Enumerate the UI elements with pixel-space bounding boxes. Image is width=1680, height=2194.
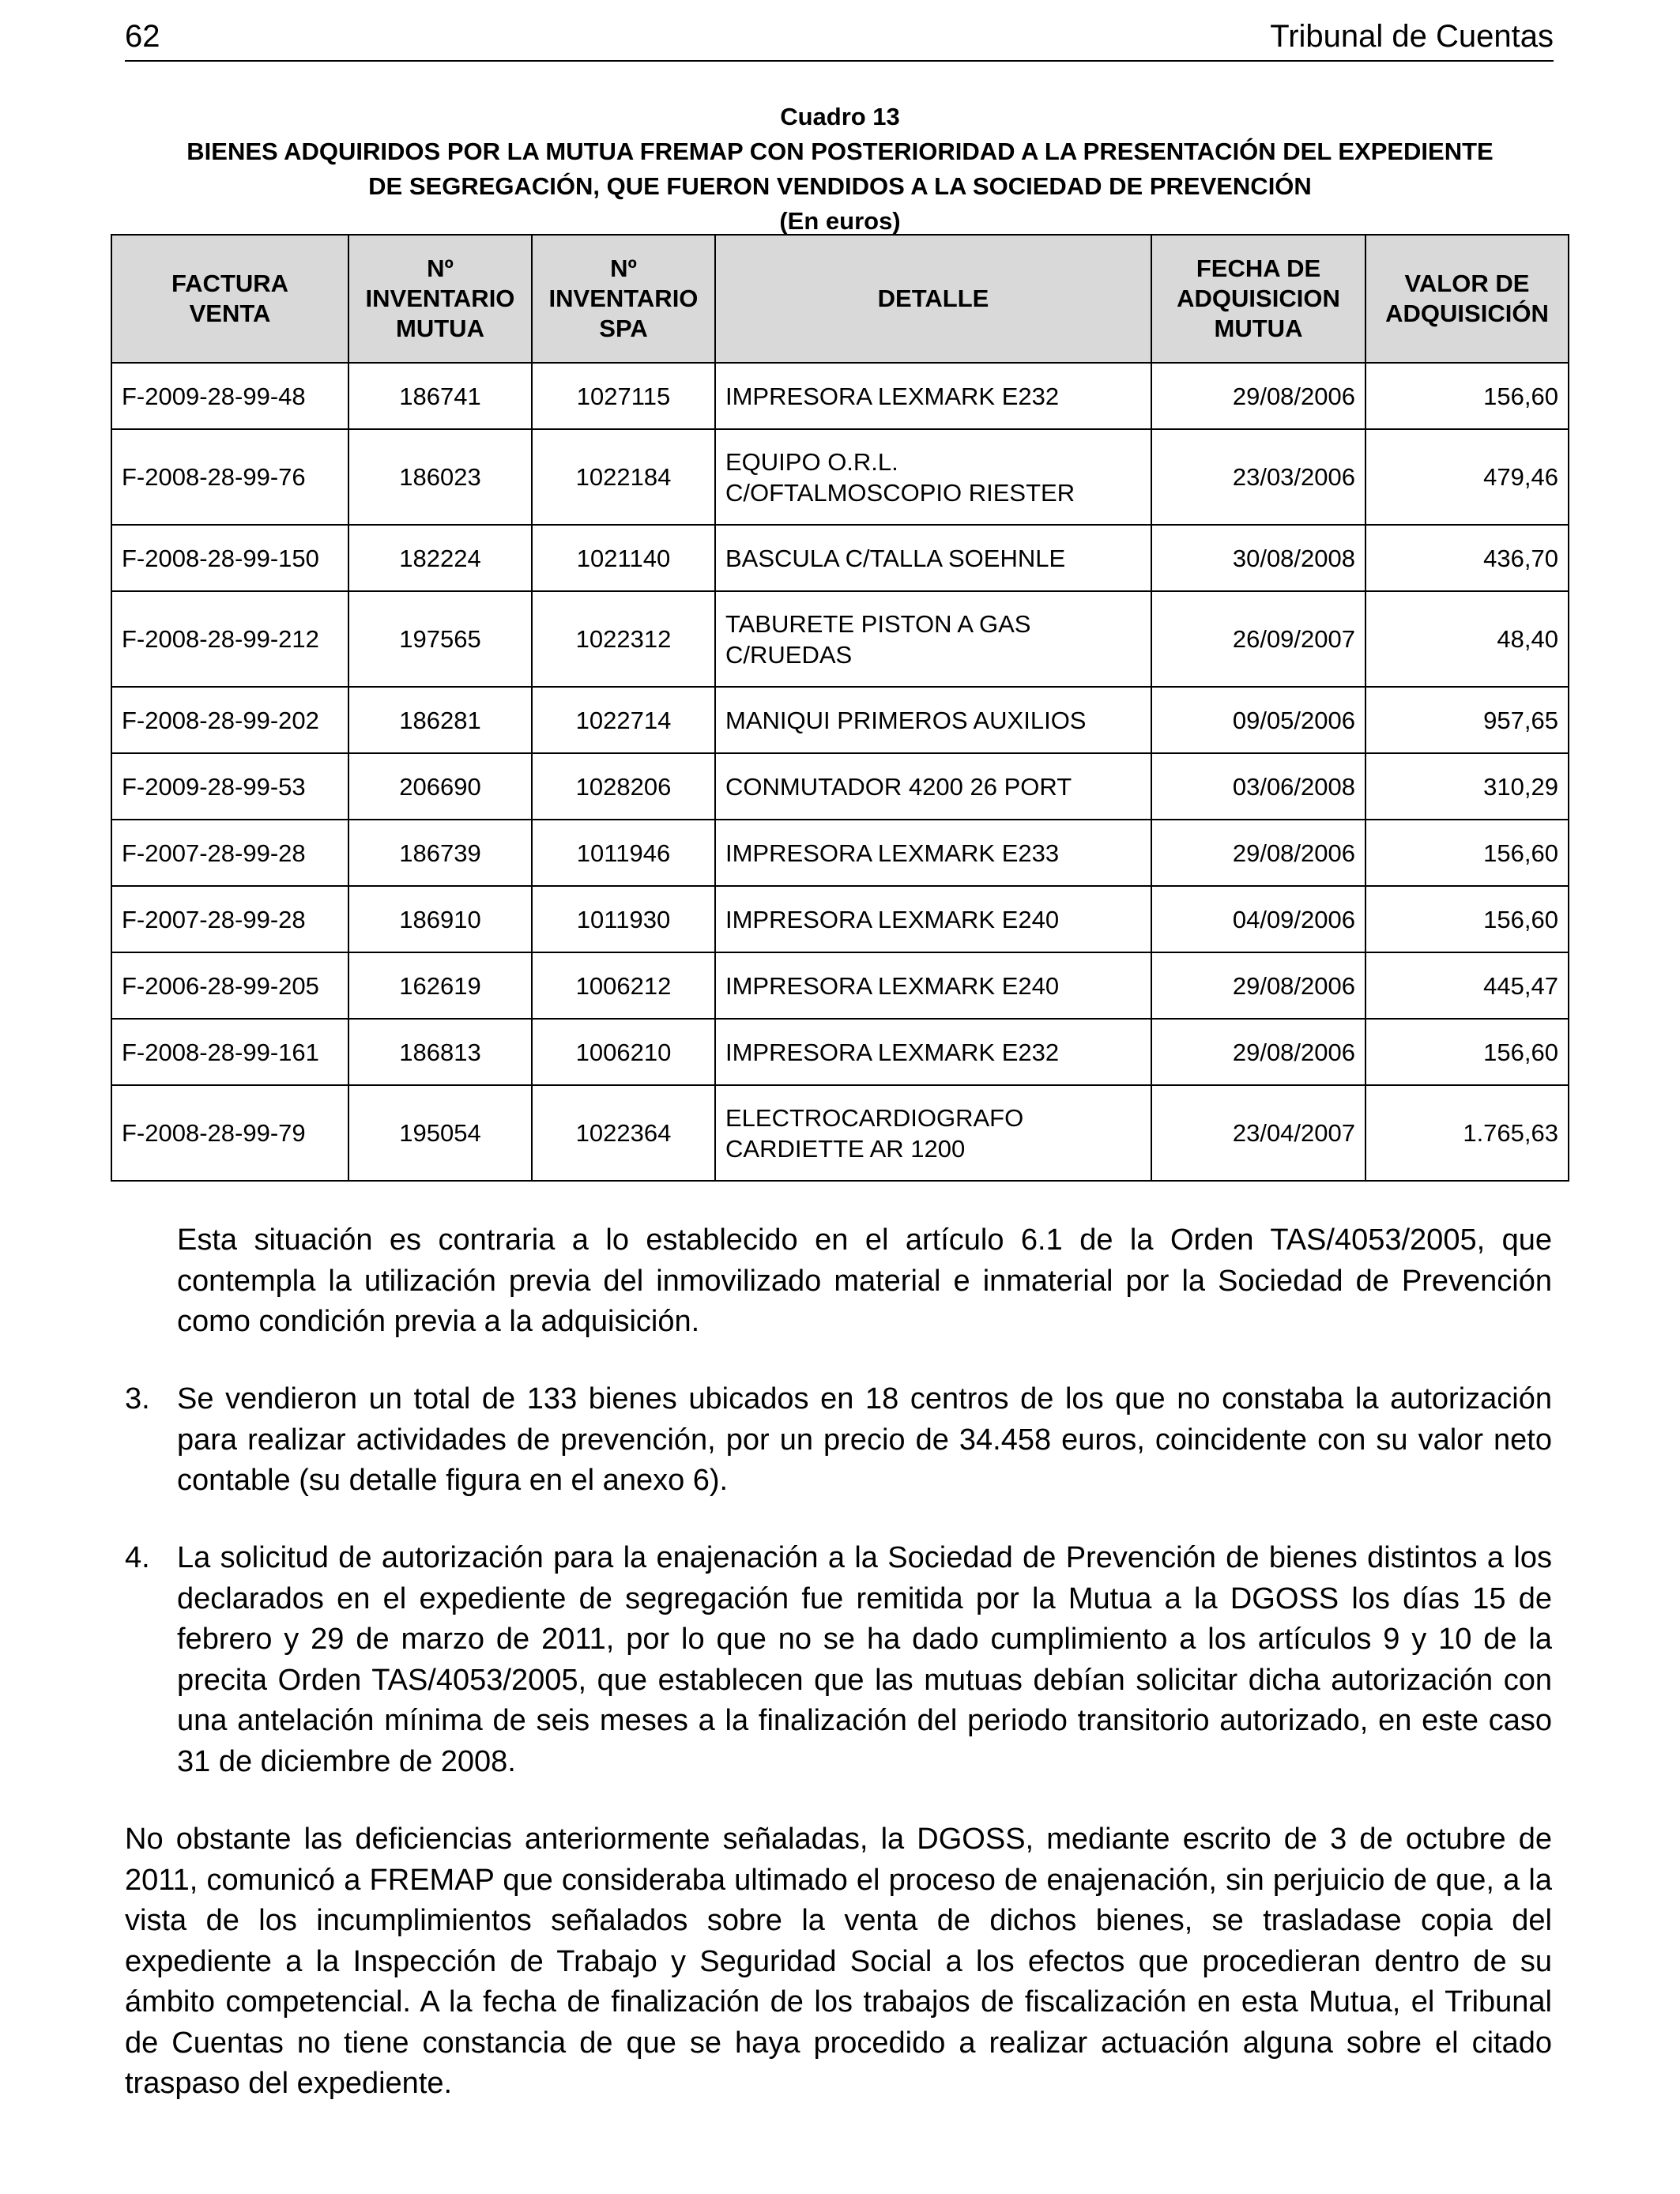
cell-factura: F-2006-28-99-205 <box>111 952 348 1019</box>
cell-detalle <box>715 1085 1151 1181</box>
table-row <box>111 886 1569 952</box>
cell-valor: 479,46 <box>1365 429 1569 525</box>
cell-valor: 156,60 <box>1365 363 1569 429</box>
detalle-line: IMPRESORA LEXMARK E232 <box>725 1038 1060 1066</box>
header-line: FECHA DE <box>1196 254 1321 282</box>
cell-valor: 48,40 <box>1365 591 1569 687</box>
cell-valor: 436,70 <box>1365 525 1569 591</box>
list-item-3: Se vendieron un total de 133 bienes ubicados en 18 centros de los que no constaba la autorización para realizar actividades de prevención, por un precio de 34.458 euros, coincidente con su valor neto contable (su detalle figura en el anexo 6). <box>177 1382 1552 1497</box>
detalle-line: C/RUEDAS <box>725 640 853 669</box>
header-line: ADQUISICIÓN <box>1385 300 1549 327</box>
detalle-line: IMPRESORA LEXMARK E240 <box>725 971 1060 1000</box>
header-line: Nº <box>610 254 637 282</box>
detalle-line: TABURETE PISTON A GAS <box>725 609 1031 638</box>
table-row <box>111 1019 1569 1085</box>
assets-table <box>111 234 1569 1182</box>
cell-fecha: 03/06/2008 <box>1151 753 1365 820</box>
cell-factura: F-2008-28-99-150 <box>111 525 348 591</box>
header-line: MUTUA <box>1214 315 1303 342</box>
list-item-4: La solicitud de autorización para la enajenación a la Sociedad de Prevención de bienes distintos a los declarados en el expediente de segregación fue remitida por la Mutua a la DGOSS los días 15 de febrero y 29 de marzo de 2011, por lo que no se ha dado cumplimiento a los artículos 9 y 10 de la precita Orden TAS/4053/2005, que establecen que las mutuas debían solicitar dicha autorización con una antelación mínima de seis meses a la finalización del periodo transitorio autorizado, en este caso 31 de diciembre de 2008. <box>177 1541 1552 1778</box>
paragraph-orden-tas: Esta situación es contraria a lo establecido en el artículo 6.1 de la Orden TAS/4053/2005, que contempla la utilización previa del inmovilizado material e inmaterial por la Sociedad de Prevención como condición previa a la adquisición. <box>177 1223 1552 1338</box>
list-number-4: 4. <box>125 1541 150 1574</box>
cell-inventario-mutua: 186910 <box>348 886 532 952</box>
table-row <box>111 820 1569 886</box>
cell-valor: 1.765,63 <box>1365 1085 1569 1181</box>
detalle-line: ELECTROCARDIOGRAFO <box>725 1103 1024 1132</box>
cell-valor: 156,60 <box>1365 1019 1569 1085</box>
table-units: (En euros) <box>779 207 901 235</box>
paragraph-conclusion: No obstante las deficiencias anteriormente señaladas, la DGOSS, mediante escrito de 3 de octubre de 2011, comunicó a FREMAP que consideraba ultimado el proceso de enajenación, sin perjuicio de que, a la vista de los incumplimientos señalados sobre la venta de dichos bienes, se trasladase copia del expediente a la Inspección de Trabajo y Seguridad Social a los efectos que procedieran dentro de su ámbito competencial. A la fecha de finalización de los trabajos de fiscalización en esta Mutua, el Tribunal de Cuentas no tiene constancia de que se haya procedido a realizar actuación alguna sobre el citado traspaso del expediente. <box>125 1823 1552 2100</box>
cell-inventario-spa: 1011930 <box>532 886 715 952</box>
header-line: INVENTARIO <box>548 285 699 312</box>
table-header-row <box>111 235 1569 363</box>
cell-detalle <box>715 753 1151 820</box>
cell-inventario-spa: 1011946 <box>532 820 715 886</box>
header-inventario-spa <box>532 235 715 363</box>
cell-valor: 156,60 <box>1365 820 1569 886</box>
cell-fecha: 23/03/2006 <box>1151 429 1365 525</box>
header-line: FACTURA <box>171 270 289 297</box>
cell-inventario-spa: 1006212 <box>532 952 715 1019</box>
cell-inventario-mutua: 186813 <box>348 1019 532 1085</box>
cell-detalle <box>715 429 1151 525</box>
cell-fecha: 29/08/2006 <box>1151 1019 1365 1085</box>
cell-inventario-mutua: 186281 <box>348 687 532 753</box>
table-title-line-2: DE SEGREGACIÓN, QUE FUERON VENDIDOS A LA SOCIEDAD DE PREVENCIÓN <box>368 172 1312 200</box>
cell-factura: F-2007-28-99-28 <box>111 886 348 952</box>
header-line: SPA <box>599 315 648 342</box>
table-row <box>111 753 1569 820</box>
cell-valor: 957,65 <box>1365 687 1569 753</box>
detalle-line: C/OFTALMOSCOPIO RIESTER <box>725 478 1075 507</box>
detalle-line: EQUIPO O.R.L. <box>725 447 898 476</box>
cell-fecha: 29/08/2006 <box>1151 820 1365 886</box>
table-row <box>111 525 1569 591</box>
cell-fecha: 04/09/2006 <box>1151 886 1365 952</box>
cell-fecha: 30/08/2008 <box>1151 525 1365 591</box>
detalle-line: MANIQUI PRIMEROS AUXILIOS <box>725 706 1087 734</box>
detalle-line: CARDIETTE AR 1200 <box>725 1134 966 1163</box>
list-number-3: 3. <box>125 1382 150 1416</box>
header-fecha-adquisicion <box>1151 235 1365 363</box>
header-line: Nº <box>427 254 454 282</box>
cell-factura: F-2007-28-99-28 <box>111 820 348 886</box>
running-title: Tribunal de Cuentas <box>1270 19 1554 54</box>
cell-factura: F-2009-28-99-53 <box>111 753 348 820</box>
cell-inventario-spa: 1022364 <box>532 1085 715 1181</box>
header-line: VALOR DE <box>1404 270 1530 297</box>
cell-detalle <box>715 687 1151 753</box>
table-title-line-1: BIENES ADQUIRIDOS POR LA MUTUA FREMAP CON POSTERIORIDAD A LA PRESENTACIÓN DEL EXPEDIENTE <box>186 138 1494 165</box>
header-detalle <box>715 235 1151 363</box>
table-row <box>111 591 1569 687</box>
cell-inventario-spa: 1021140 <box>532 525 715 591</box>
cell-inventario-spa: 1022714 <box>532 687 715 753</box>
cell-factura: F-2009-28-99-48 <box>111 363 348 429</box>
cell-detalle <box>715 820 1151 886</box>
detalle-line: CONMUTADOR 4200 26 PORT <box>725 772 1072 801</box>
table-row <box>111 363 1569 429</box>
table-row <box>111 952 1569 1019</box>
cell-inventario-mutua: 162619 <box>348 952 532 1019</box>
detalle-line: BASCULA C/TALLA SOEHNLE <box>725 544 1066 572</box>
header-line: VENTA <box>189 300 271 327</box>
page-header <box>125 14 1554 62</box>
cell-factura: F-2008-28-99-79 <box>111 1085 348 1181</box>
cell-inventario-mutua: 195054 <box>348 1085 532 1181</box>
header-valor-adquisicion <box>1365 235 1569 363</box>
cell-inventario-spa: 1027115 <box>532 363 715 429</box>
cell-inventario-mutua: 206690 <box>348 753 532 820</box>
cell-detalle <box>715 952 1151 1019</box>
cell-factura: F-2008-28-99-202 <box>111 687 348 753</box>
table-label: Cuadro 13 <box>780 103 900 130</box>
cell-detalle <box>715 363 1151 429</box>
cell-detalle <box>715 886 1151 952</box>
cell-detalle <box>715 525 1151 591</box>
table-row <box>111 429 1569 525</box>
table-row <box>111 687 1569 753</box>
cell-factura: F-2008-28-99-212 <box>111 591 348 687</box>
cell-valor: 445,47 <box>1365 952 1569 1019</box>
cell-inventario-spa: 1022184 <box>532 429 715 525</box>
cell-fecha: 09/05/2006 <box>1151 687 1365 753</box>
cell-factura: F-2008-28-99-76 <box>111 429 348 525</box>
cell-inventario-spa: 1006210 <box>532 1019 715 1085</box>
header-line: DETALLE <box>877 285 989 312</box>
header-line: INVENTARIO <box>365 285 515 312</box>
table-row <box>111 1085 1569 1181</box>
header-line: ADQUISICION <box>1177 285 1340 312</box>
cell-inventario-mutua: 186023 <box>348 429 532 525</box>
cell-inventario-spa: 1028206 <box>532 753 715 820</box>
table-caption <box>111 100 1569 239</box>
cell-fecha: 26/09/2007 <box>1151 591 1365 687</box>
page-number: 62 <box>125 19 160 54</box>
cell-valor: 156,60 <box>1365 886 1569 952</box>
cell-inventario-mutua: 186741 <box>348 363 532 429</box>
header-line: MUTUA <box>396 315 484 342</box>
cell-inventario-mutua: 182224 <box>348 525 532 591</box>
cell-detalle <box>715 591 1151 687</box>
detalle-line: IMPRESORA LEXMARK E240 <box>725 905 1060 933</box>
cell-fecha: 23/04/2007 <box>1151 1085 1365 1181</box>
cell-fecha: 29/08/2006 <box>1151 363 1365 429</box>
detalle-line: IMPRESORA LEXMARK E232 <box>725 382 1060 410</box>
header-inventario-mutua <box>348 235 532 363</box>
cell-detalle <box>715 1019 1151 1085</box>
cell-inventario-mutua: 186739 <box>348 820 532 886</box>
header-factura-venta <box>111 235 348 363</box>
cell-valor: 310,29 <box>1365 753 1569 820</box>
cell-inventario-mutua: 197565 <box>348 591 532 687</box>
cell-factura: F-2008-28-99-161 <box>111 1019 348 1085</box>
cell-fecha: 29/08/2006 <box>1151 952 1365 1019</box>
cell-inventario-spa: 1022312 <box>532 591 715 687</box>
detalle-line: IMPRESORA LEXMARK E233 <box>725 839 1060 867</box>
